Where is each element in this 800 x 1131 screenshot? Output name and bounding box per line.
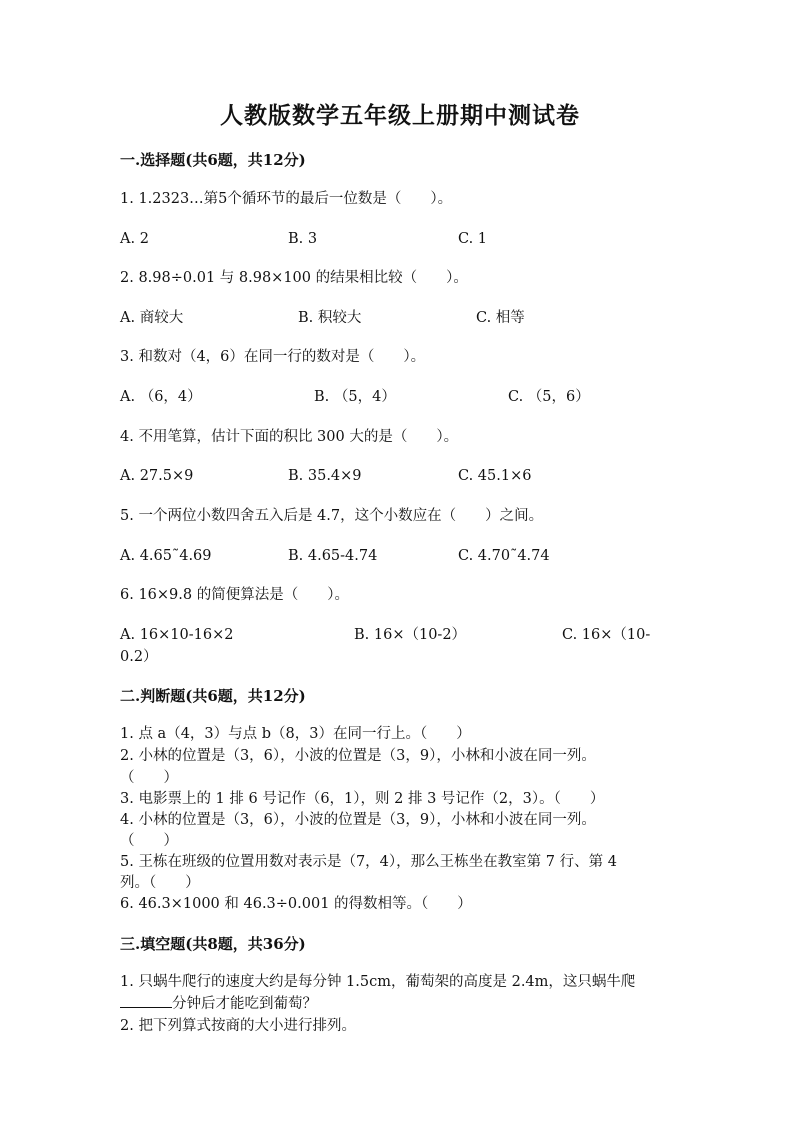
judge-line-5-cont: 列。（ ） [120, 875, 200, 891]
choice-1-option-b[interactable]: B. 3 [288, 231, 318, 247]
choice-4-option-b[interactable]: B. 35.4×9 [288, 468, 362, 484]
fill-blank-1[interactable] [120, 993, 172, 1008]
choice-2-option-c[interactable]: C. 相等 [476, 310, 525, 326]
choice-2-option-b[interactable]: B. 积较大 [298, 310, 362, 326]
judge-line-4-bracket[interactable]: （ ） [120, 833, 178, 849]
choice-1-option-a[interactable]: A. 2 [120, 231, 149, 247]
judge-line-4: 4. 小林的位置是（3，6），小波的位置是（3，9），小林和小波在同一列。 [120, 812, 596, 828]
choice-3-option-a[interactable]: A. （6，4） [120, 389, 202, 405]
choice-6-option-c-cont: 0.2） [120, 649, 158, 665]
fill-line-1-tail: 分钟后才能吃到葡萄？ [172, 996, 317, 1012]
section-heading-choice: 一.选择题(共6题，共12分) [120, 151, 306, 169]
section-heading-fill: 三.填空题(共8题，共36分) [120, 935, 306, 953]
judge-line-6: 6. 46.3×1000 和 46.3÷0.001 的得数相等。（ ） [120, 896, 472, 912]
choice-question-5: 5. 一个两位小数四舍五入后是 4.7，这个小数应在（ ）之间。 [120, 508, 544, 524]
choice-2-option-a[interactable]: A. 商较大 [120, 310, 184, 326]
choice-question-1: 1. 1.2323…第5个循环节的最后一位数是（ ）。 [120, 191, 453, 207]
fill-line-2: 2. 把下列算式按商的大小进行排列。 [120, 1018, 356, 1034]
choice-question-4: 4. 不用笔算，估计下面的积比 300 大的是（ ）。 [120, 429, 459, 445]
choice-4-option-c[interactable]: C. 45.1×6 [458, 468, 532, 484]
choice-question-2: 2. 8.98÷0.01 与 8.98×100 的结果相比较（ ）。 [120, 270, 468, 286]
choice-6-option-b[interactable]: B. 16×（10-2） [354, 627, 467, 643]
page-title: 人教版数学五年级上册期中测试卷 [220, 102, 580, 129]
choice-6-option-a[interactable]: A. 16×10-16×2 [120, 627, 234, 643]
fill-line-1-cont [120, 993, 317, 1015]
section-heading-judge: 二.判断题(共6题，共12分) [120, 687, 306, 705]
judge-line-3: 3. 电影票上的 1 排 6 号记作（6，1），则 2 排 3 号记作（2，3）。（ ） [120, 791, 605, 807]
choice-question-6: 6. 16×9.8 的简便算法是（ ）。 [120, 587, 349, 603]
judge-line-5: 5. 王栋在班级的位置用数对表示是（7，4），那么王栋坐在教室第 7 行、第 4 [120, 854, 617, 870]
choice-1-option-c[interactable]: C. 1 [458, 231, 488, 247]
judge-line-2-bracket[interactable]: （ ） [120, 770, 178, 786]
judge-line-2: 2. 小林的位置是（3，6），小波的位置是（3，9），小林和小波在同一列。 [120, 748, 596, 764]
fill-line-1: 1. 只蜗牛爬行的速度大约是每分钟 1.5cm，葡萄架的高度是 2.4m，这只蜗牛爬 [120, 974, 636, 990]
choice-5-option-c[interactable]: C. 4.70˜4.74 [458, 548, 550, 564]
choice-5-option-b[interactable]: B. 4.65-4.74 [288, 548, 378, 564]
judge-line-1: 1. 点 a（4，3）与点 b（8，3）在同一行上。（ ） [120, 726, 471, 742]
choice-3-option-c[interactable]: C. （5，6） [508, 389, 590, 405]
choice-4-option-a[interactable]: A. 27.5×9 [120, 468, 194, 484]
choice-6-option-c[interactable]: C. 16×（10- [562, 627, 651, 643]
choice-question-3: 3. 和数对（4，6）在同一行的数对是（ ）。 [120, 349, 426, 365]
choice-3-option-b[interactable]: B. （5，4） [314, 389, 396, 405]
choice-5-option-a[interactable]: A. 4.65˜4.69 [120, 548, 212, 564]
